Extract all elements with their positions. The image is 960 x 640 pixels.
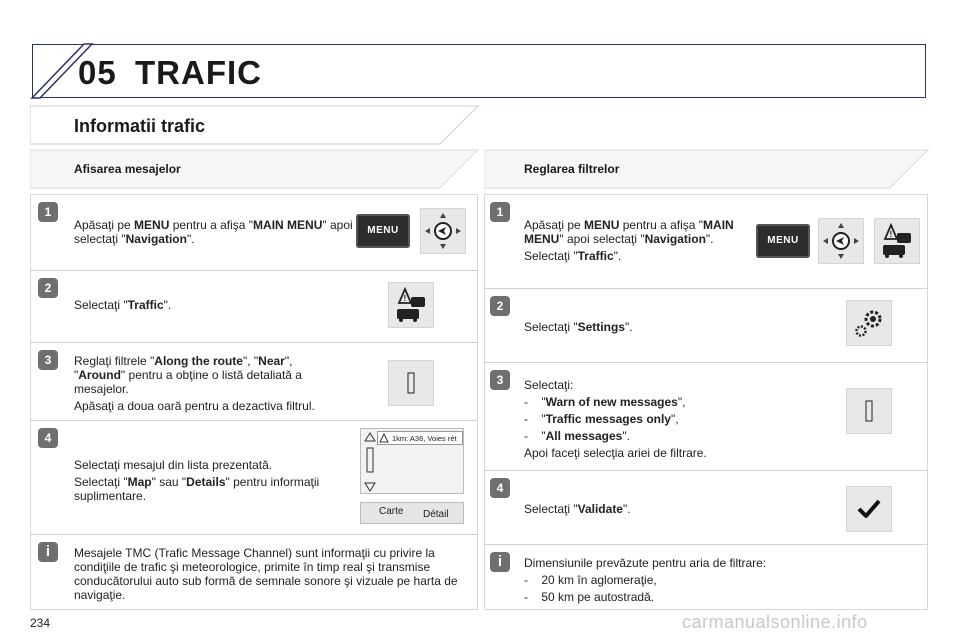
divider — [30, 420, 478, 421]
right-step-3-text: Selectaţi: - "Warn of new messages", - "Traffic messages only", - "All messages". Apoi faceţi selecţia ariei de filtrare. — [524, 378, 804, 460]
divider — [30, 270, 478, 271]
traffic-jam-icon — [388, 282, 434, 328]
right-step-4-text: Selectaţi "Validate". — [524, 502, 631, 516]
chapter-number: 05 — [78, 54, 117, 91]
right-step-2-text: Selectaţi "Settings". — [524, 320, 633, 334]
watermark: carmanualsonline.info — [682, 612, 868, 632]
chapter-title: TRAFIC — [135, 54, 262, 91]
left-subtitle: Afisarea mesajelor — [74, 162, 181, 176]
menu-button-icon: MENU — [356, 214, 410, 248]
right-info-intro: Dimensiunile prevăzute pentru aria de filtrare: — [524, 556, 767, 570]
left-step-3-text: Reglaţi filtrele "Along the route", "Near", "Around" pentru a obţine o listă detaliată a mesajelor. Apăsaţi a doua oară pentru a dezactiva filtrul. — [74, 354, 344, 413]
step-number: 3 — [38, 350, 58, 370]
info-icon: i — [490, 552, 510, 572]
map-tab[interactable]: Carte — [379, 506, 404, 517]
divider — [484, 288, 928, 289]
step-number: 1 — [490, 202, 510, 222]
page-number: 234 — [30, 616, 51, 630]
right-step-3-intro: Selectaţi: — [524, 378, 574, 392]
placeholder-icon — [388, 360, 434, 406]
screen-scrollbar — [363, 432, 377, 492]
divider — [484, 362, 928, 363]
step-number: 3 — [490, 370, 510, 390]
warning-icon — [379, 433, 389, 443]
step-number: 4 — [490, 478, 510, 498]
right-info-text: Dimensiunile prevăzute pentru aria de filtrare: - 20 km în aglomeraţie, - 50 km pe autostradă. — [524, 556, 904, 604]
screen-tabs — [360, 502, 464, 524]
joystick-icon — [818, 218, 864, 264]
left-step-1-text: Apăsaţi pe MENU pentru a afişa "MAIN MENU" apoi selectaţi "Navigation". — [74, 218, 353, 246]
svg-text:!: ! — [889, 230, 893, 239]
settings-gear-icon — [846, 300, 892, 346]
placeholder-icon — [846, 388, 892, 434]
left-info-text: Mesajele TMC (Trafic Message Channel) sunt informaţii cu privire la condiţiile de trafic şi meteorologice, primite în timp real şi transmise conducătorului auto sub formă de semnale sonore şi vizuale pe harta de navigaţie. — [74, 546, 458, 602]
checkmark-icon — [846, 486, 892, 532]
info-icon: i — [38, 542, 58, 562]
divider — [30, 534, 478, 535]
step-number: 2 — [490, 296, 510, 316]
joystick-icon — [420, 208, 466, 254]
left-step-2-text: Selectaţi "Traffic". — [74, 298, 172, 312]
traffic-jam-icon — [874, 218, 920, 264]
divider — [484, 544, 928, 545]
divider — [30, 342, 478, 343]
menu-button-icon: MENU — [756, 224, 810, 258]
left-step-4-line1: Selectaţi mesajul din lista prezentată. — [74, 458, 273, 472]
svg-text:!: ! — [403, 294, 407, 303]
step-number: 4 — [38, 428, 58, 448]
right-subtitle: Reglarea filtrelor — [524, 162, 620, 176]
right-step-1-text: Apăsaţi pe MENU pentru a afişa "MAIN MENU" apoi selectaţi "Navigation". Selectaţi "Traffic". — [524, 218, 734, 263]
detail-tab[interactable]: Détail — [423, 509, 449, 520]
left-step-3-extra: Apăsaţi a doua oară pentru a dezactiva filtrul. — [74, 399, 315, 413]
step-number: 1 — [38, 202, 58, 222]
left-step-4-text: Selectaţi mesajul din lista prezentată. Selectaţi "Map" sau "Details" pentru informaţii suplimentare. — [74, 458, 344, 503]
right-step-3-outro: Apoi faceţi selecţia ariei de filtrare. — [524, 446, 707, 460]
divider — [484, 470, 928, 471]
step-number: 2 — [38, 278, 58, 298]
screen-illustration — [360, 428, 464, 494]
traffic-message-item[interactable]: 1km: A36, Voies rét — [377, 431, 463, 445]
section-title: Informatii trafic — [74, 116, 206, 136]
